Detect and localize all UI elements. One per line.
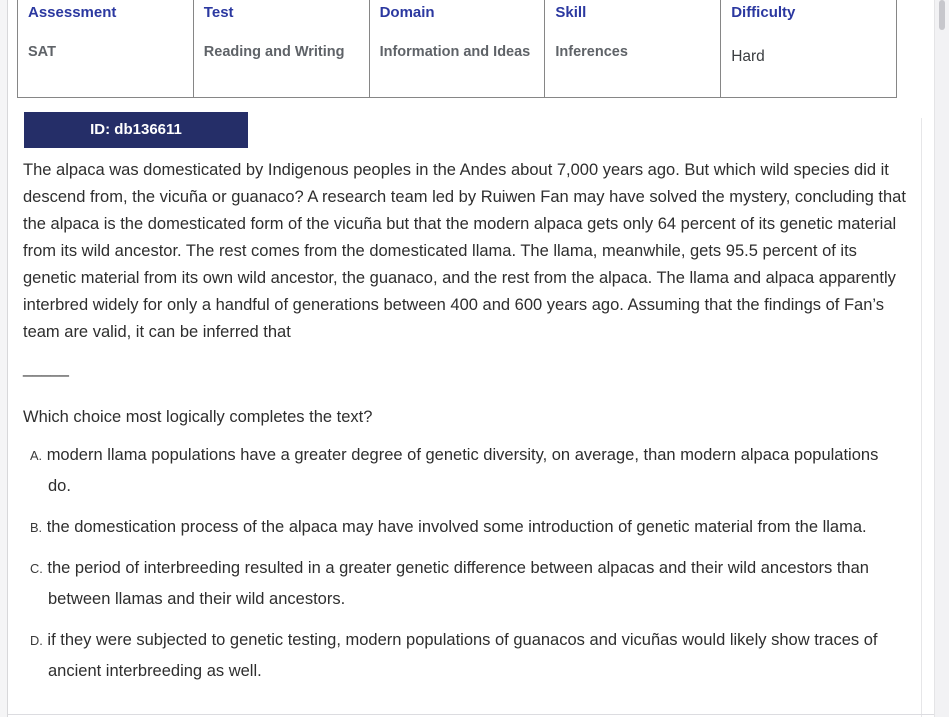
choice-b-text: the domestication process of the alpaca may have involved some introduction of genetic material from the llama. <box>46 518 867 536</box>
choice-b <box>30 512 898 543</box>
meta-cell-difficulty <box>721 0 897 98</box>
column-header-difficulty: Difficulty <box>731 4 796 21</box>
table-row <box>18 0 897 98</box>
question-page <box>8 0 923 697</box>
column-header-skill: Skill <box>555 4 587 21</box>
bottom-divider <box>8 714 934 715</box>
assessment-value: SAT <box>28 44 56 60</box>
question-id-badge: ID: db136611 <box>24 112 248 148</box>
meta-cell-skill <box>545 0 721 98</box>
right-scrollbar-track[interactable] <box>934 0 949 717</box>
domain-value: Information and Ideas <box>379 44 531 60</box>
choice-d <box>30 625 898 687</box>
column-header-test: Test <box>203 4 234 21</box>
difficulty-value: Hard <box>731 48 765 65</box>
choice-a <box>30 440 898 502</box>
choice-d-text: if they were subjected to genetic testing, modern populations of guanacos and vicuñas would likely show traces of ancient interbreeding as well. <box>47 631 878 680</box>
meta-cell-domain <box>369 0 545 98</box>
skill-value: Inferences <box>555 44 628 60</box>
column-header-domain: Domain <box>379 4 435 21</box>
choice-d-letter: D. <box>30 633 43 648</box>
page-left-edge <box>0 0 8 717</box>
choice-c-letter: C. <box>30 561 43 576</box>
question-prompt: Which choice most logically completes the text? <box>23 408 373 426</box>
question-meta-table <box>17 0 897 98</box>
test-value: Reading and Writing <box>203 44 345 60</box>
passage-blank: _____ <box>23 359 69 377</box>
choice-c-text: the period of interbreeding resulted in a greater genetic difference between alpacas and their wild ancestors than between llamas and their wild ancestors. <box>47 559 869 608</box>
choice-b-letter: B. <box>30 520 43 535</box>
choice-a-text: modern llama populations have a greater degree of genetic diversity, on average, than modern alpaca populations do. <box>46 446 879 495</box>
passage-text: The alpaca was domesticated by Indigenous peoples in the Andes about 7,000 years ago. But which wild species did it descend from, the vicuña or guanaco? A research team led by Ruiwen Fan may have solved the mystery, concluding that the alpaca is the domesticated form of the vicuña but that the modern alpaca gets only 64 percent of its genetic material from its wild ancestor. The rest comes from the domesticated llama. The llama, meanwhile, gets 95.5 percent of its genetic material from its own wild ancestor, the guanaco, and the rest from the alpaca. The llama and alpaca apparently interbred widely for only a handful of generations between 400 and 600 years ago. Assuming that the findings of Fan’s team are valid, it can be inferred that <box>23 161 906 341</box>
right-scrollbar-thumb[interactable] <box>939 0 945 30</box>
meta-cell-assessment <box>18 0 194 98</box>
meta-cell-test <box>193 0 369 98</box>
choice-c <box>30 553 898 615</box>
answer-choices <box>30 440 898 687</box>
column-header-assessment: Assessment <box>28 4 117 21</box>
choice-a-letter: A. <box>30 448 43 463</box>
